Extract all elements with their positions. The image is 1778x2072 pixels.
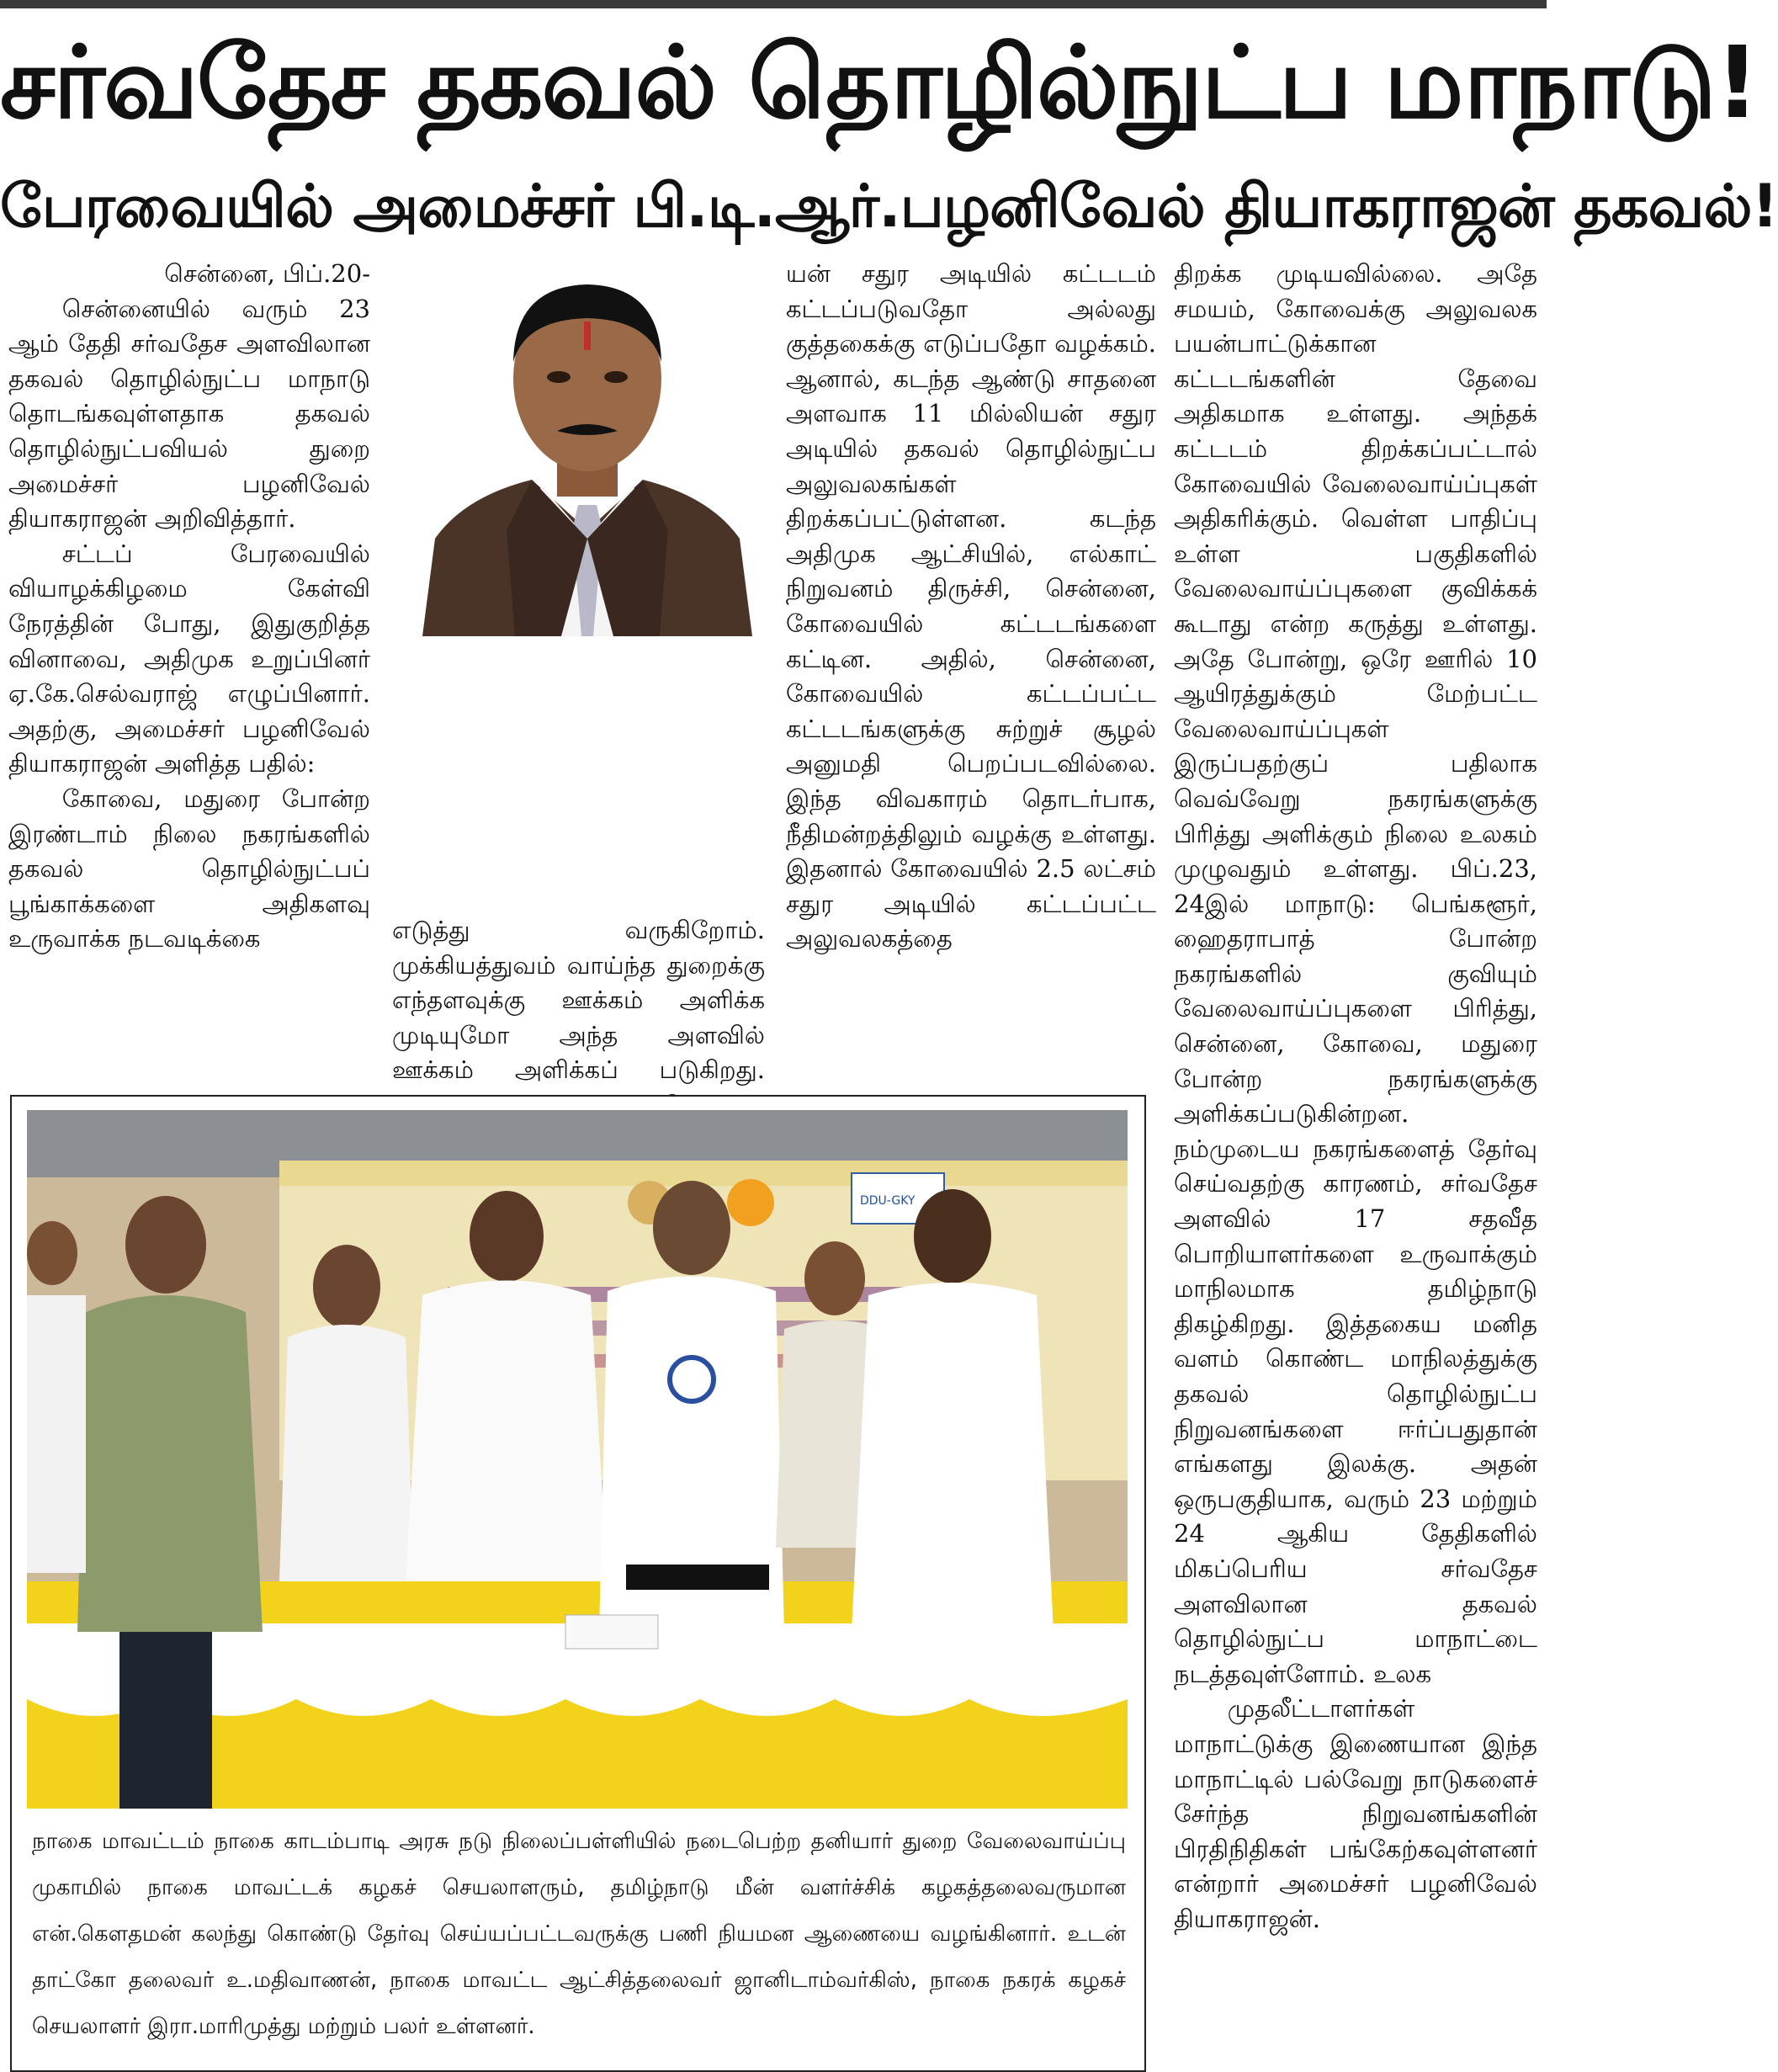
article-paragraph: சென்னையில் வரும் 23 ஆம் தேதி சர்வதேச அளவிலான தகவல் தொழில்நுட்ப மாநாடு தொடங்கவுள்ளதாக தகவல் தொழில்நுட்பவியல் துறை அமைச்சர் பழனிவேல் தியாகராஜன் அறிவித்தார்.: [8, 294, 370, 534]
article-column-1: [8, 257, 370, 1094]
article-paragraph: யன் சதுர அடியில் கட்டடம் கட்டப்படுவதோ அல்லது குத்தகைக்கு எடுப்பதோ வழக்கம். ஆனால், கடந்த ஆண்டு சாதனை அளவாக 11 மில்லியன் சதுர அடியில் தகவல் தொழில்நுட்ப அலுவலகங்கள் திறக்கப்பட்டுள்ளன. கடந்த அதிமுக ஆட்சியில், எல்காட் நிறுவனம் திருச்சி, சென்னை, கோவையில் கட்டடங்களை கட்டின. அதில், சென்னை, கோவையில் கட்டப்பட்ட கட்டடங்களுக்கு சுற்றுச் சூழல் அனுமதி பெறப்படவில்லை. இந்த விவகாரம் தொடர்பாக, நீதிமன்றத்திலும் வழக்கு உள்ளது. இதனால் கோவையில் 2.5 லட்சம் சதுர அடியில் கட்டப்பட்ட அலுவலகத்தை: [786, 259, 1156, 954]
article-paragraph: திறக்க முடியவில்லை. அதே சமயம், கோவைக்கு அலுவலக பயன்பாட்டுக்கான கட்டடங்களின் தேவை அதிகமாக உள்ளது. அந்தக் கட்டடம் திறக்கப்பட்டால் கோவையில் வேலைவாய்ப்புகள் அதிகரிக்கும். வெள்ள பாதிப்பு உள்ள பகுதிகளில் வேலைவாய்ப்புகளை குவிக்கக் கூடாது என்ற கருத்து உள்ளது. அதே போன்று, ஒரே ஊரில் 10 ஆயிரத்துக்கும் மேற்பட்ட வேலைவாய்ப்புகள் இருப்பதற்குப் பதிலாக வெவ்வேறு நகரங்களுக்கு பிரித்து அளிக்கும் நிலை உலகம் முழுவதும் உள்ளது. பிப்.23, 24இல் மாநாடு: பெங்களூர், ஹைதராபாத் போன்ற நகரங்களில் குவியும் வேலைவாய்ப்புகளை பிரித்து, சென்னை, கோவை, மதுரை போன்ற நகரங்களுக்கு அளிக்கப்படுகின்றன. நம்முடைய நகரங்களைத் தேர்வு செய்வதற்கு காரணம், சர்வதேச அளவில் 17 சதவீத பொறியாளர்களை உருவாக்கும் மாநிலமாக தமிழ்நாடு திகழ்கிறது. இத்தகைய மனித வளம் கொண்ட மாநிலத்துக்கு தகவல் தொழில்நுட்ப நிறுவனங்களை ஈர்ப்பதுதான் எங்களது இலக்கு. அதன் ஒருபகுதியாக, வரும் 23 மற்றும் 24 ஆகிய தேதிகளில் மிகப்பெரிய சர்வதேச அளவிலான தகவல் தொழில்நுட்ப மாநாட்டை நடத்தவுள்ளோம். உலக: [1174, 259, 1537, 1688]
banner-logo-text: DDU-GKY: [860, 1194, 916, 1208]
event-photo: [27, 1110, 1128, 1809]
dateline: சென்னை, பிப்.20-: [164, 259, 370, 288]
photo-caption: நாகை மாவட்டம் நாகை காடம்பாடி அரசு நடு நிலைப்பள்ளியில் நடைபெற்ற தனியார் துறை வேலைவாய்ப்பு முகாமில் நாகை மாவட்டக் கழகச் செயலாளரும், தமிழ்நாடு மீன் வளர்ச்சிக் கழகத்தலைவருமான என்.கௌதமன் கலந்து கொண்டு தேர்வு செய்யப்பட்டவருக்கு பணி நியமன ஆணையை வழங்கினார். உடன் தாட்கோ தலைவர் உ.மதிவாணன், நாகை மாவட்ட ஆட்சித்தலைவர் ஜானிடாம்வர்கிஸ், நாகை நகரக் கழகச் செயலாளர் இரா.மாரிமுத்து மற்றும் பலர் உள்ளனர்.: [32, 1829, 1126, 2039]
top-rule: [0, 0, 1547, 8]
article-paragraph: எடுத்து வருகிறோம். முக்கியத்துவம் வாய்ந்த துறைக்கு எந்தளவுக்கு ஊக்கம் அளிக்க முடியுமோ அந்த அளவில் ஊக்கம் அளிக்கப் படுகிறது.: [392, 916, 765, 1085]
article-paragraph: முதலீட்டாளர்கள் மாநாட்டுக்கு இணையான இந்த மாநாட்டில் பல்வேறு நாடுகளைச் சேர்ந்த நிறுவனங்களின் பிரதிநிதிகள் பங்கேற்கவுள்ளனர் என்றார் அமைச்சர் பழனிவேல் தியாகராஜன்.: [1174, 1694, 1537, 1933]
article-paragraph: கோவை, மதுரை போன்ற இரண்டாம் நிலை நகரங்களில் தகவல் தொழில்நுட்பப் பூங்காக்களை அதிகளவு உருவாக்க நடவடிக்கை: [8, 784, 370, 954]
event-photo-box: [10, 1095, 1146, 2072]
minister-portrait: [414, 252, 761, 636]
article-column-3: [786, 257, 1156, 1094]
article-column-4: [1174, 257, 1537, 2066]
event-photo-image: [27, 1110, 1128, 1809]
headline: சர்வதேச தகவல் தொழில்நுட்ப மாநாடு!: [0, 24, 1759, 141]
subheadline: பேரவையில் அமைச்சர் பி.டி.ஆர்.பழனிவேல் தியாகராஜன் தகவல்!: [0, 172, 1778, 241]
portrait-image: [414, 252, 761, 636]
article-column-2: [392, 913, 765, 1098]
article-paragraph: சட்டப் பேரவையில் வியாழக்கிழமை கேள்வி நேரத்தின் போது, இதுகுறித்த வினாவை, அதிமுக உறுப்பினர் ஏ.கே.செல்வராஜ் எழுப்பினார். அதற்கு, அமைச்சர் பழனிவேல் தியாகராஜன் அளித்த பதில்:: [8, 539, 370, 778]
